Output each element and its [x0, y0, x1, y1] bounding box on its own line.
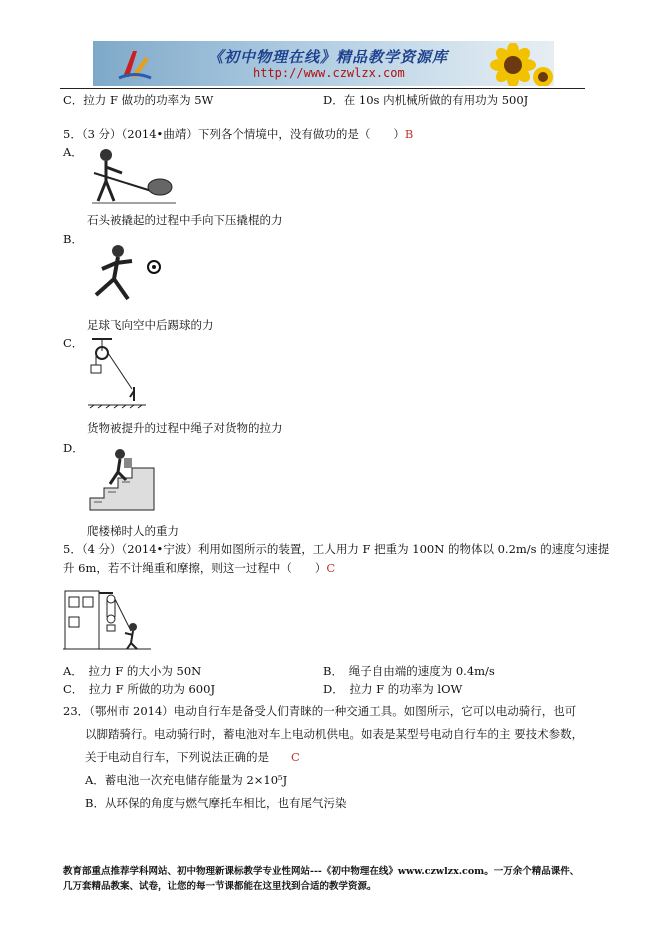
- q5a-option-a-letter: A．: [63, 145, 83, 159]
- banner-url[interactable]: http://www.czwlzx.com: [253, 66, 405, 80]
- q5b-option-c: C． 拉力 F 所做的功为 600J: [63, 682, 216, 696]
- logo-icon: [115, 47, 155, 81]
- lever-rock-illustration: [88, 143, 180, 205]
- q5b-option-a: A． 拉力 F 的大小为 50N: [63, 664, 202, 678]
- prev-option-d: D．在 10s 内机械所做的有用功为 500J: [323, 93, 529, 107]
- q23-line2: 以脚踏骑行。电动骑行时，蓄电池对车上电动机供电。如表是某型号电动自行车的主 要技术参数，: [85, 727, 584, 741]
- q5a-option-d-letter: D．: [63, 441, 84, 455]
- q5b-stem-line2: [63, 561, 335, 575]
- q5b-option-d: D． 拉力 F 的功率为 lOW: [323, 682, 463, 696]
- q5a-stem: [63, 127, 413, 141]
- header-banner: [93, 41, 554, 86]
- football-kick-illustration: [88, 243, 168, 309]
- sunflower-icon: [473, 43, 553, 86]
- building-pulley-illustration: [63, 587, 153, 651]
- q5a-option-a-caption: 石头被撬起的过程中手向下压撬棍的力: [87, 213, 283, 227]
- page-footer: [63, 864, 603, 894]
- q23-line1: 23．（鄂州市 2014）电动自行车是备受人们青睐的一种交通工具。如图所示，它可以电动骑行，也可: [63, 704, 577, 718]
- q5a-option-b-caption: 足球飞向空中后踢球的力: [87, 318, 214, 332]
- q5a-option-b-letter: B．: [63, 232, 83, 246]
- q5a-option-c-letter: C．: [63, 336, 84, 350]
- q5b-answer: C: [326, 561, 336, 575]
- q5b-option-b: B． 绳子自由端的速度为 0.4m/s: [323, 664, 495, 678]
- q23-line3: [85, 750, 300, 764]
- stairs-climb-illustration: [88, 444, 156, 514]
- q5a-option-c-caption: 货物被提升的过程中绳子对货物的拉力: [87, 421, 283, 435]
- q5b-stem-line1: 5．（4 分）（2014•宁波）利用如图所示的装置，工人用力 F 把重为 100N 的物体以 0.2m/s 的速度匀速提: [63, 542, 610, 556]
- header-rule: [60, 88, 585, 89]
- footer-line2: 几万套精品教案、试卷，让您的每一节课都能在这里找到合适的教学资源。: [63, 881, 377, 892]
- q23-answer: C: [291, 750, 300, 764]
- prev-option-c: C．拉力 F 做功的功率为 5W: [63, 93, 214, 107]
- q23-line3-text: 关于电动自行车，下列说法正确的是: [85, 750, 269, 764]
- q5b-stem-line2-text: 升 6m，若不计绳重和摩擦，则这一过程中（ ）: [63, 561, 327, 575]
- q23-option-b: B．从环保的角度与燃气摩托车相比，也有尾气污染: [85, 796, 347, 810]
- q5a-stem-text: 5．（3 分）（2014•曲靖）下列各个情境中，没有做功的是（ ）: [63, 127, 405, 141]
- q23-option-a: A．蓄电池一次充电储存能量为 2×10⁵J: [85, 773, 288, 787]
- pulley-illustration: [88, 337, 148, 409]
- footer-line1: 教育部重点推荐学科网站、初中物理新课标教学专业性网站---《初中物理在线》www.czwlzx.com。一万余个精品课件、: [63, 866, 580, 877]
- q5a-answer: B: [404, 127, 414, 141]
- q5a-option-d-caption: 爬楼梯时人的重力: [87, 524, 179, 538]
- banner-title: 《初中物理在线》精品教学资源库: [208, 48, 449, 66]
